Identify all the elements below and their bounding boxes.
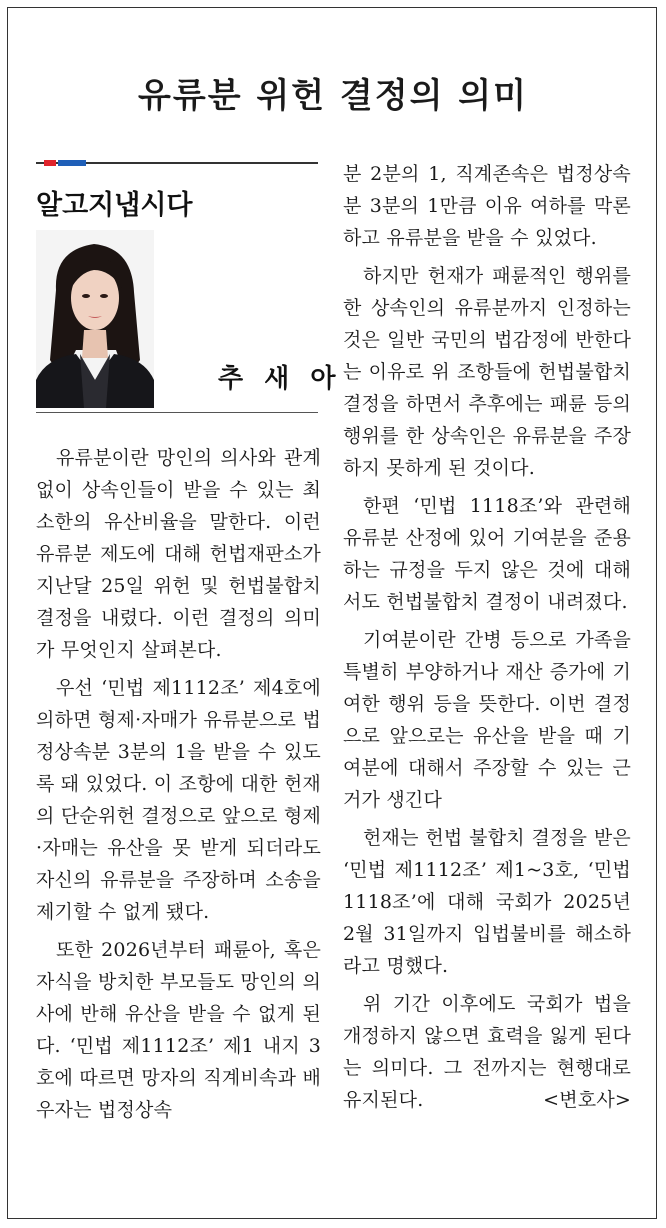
paragraph: 하지만 헌재가 패륜적인 행위를 한 상속인의 유류분까지 인정하는 것은 일반 국민의 법감정에 반한다는 이유로 위 조항들에 헌법불합치 결정을 하면서 추후에는 패륜 등의 행위를 한 상속인은 유류분을 주장하지 못하게 된 것이다. xyxy=(343,265,631,479)
paragraph: 또한 2026년부터 패륜아, 혹은 자식을 방치한 부모들도 망인의 의사에 반해 유산을 받을 수 없게 된다. ‘민법 제1112조’ 제1 내지 3호에 따르면 망자의 직계비속과 배우자는 법정상속 xyxy=(36,939,321,1121)
column-header-rule xyxy=(36,160,318,166)
body-column-right xyxy=(343,158,631,1122)
paragraph: 한편 ‘민법 1118조’와 관련해 유류분 산정에 있어 기여분을 준용하는 규정을 두지 않은 것에 대해서도 헌법불합치 결정이 내려졌다. xyxy=(343,495,631,613)
paragraph: 기여분이란 간병 등으로 가족을 특별히 부양하거나 재산 증가에 기여한 행위 등을 뜻한다. 이번 결정으로 앞으로는 유산을 받을 때 기여분에 대해서 주장할 수 있는 근거가 생긴다 xyxy=(343,629,631,811)
author-rule xyxy=(36,412,318,413)
author-name: 추 새 아 xyxy=(218,364,342,394)
byline-signature: <변호사> xyxy=(543,1089,631,1111)
author-portrait-icon xyxy=(36,230,154,408)
paragraph xyxy=(343,988,631,1116)
paragraph: 우선 ‘민법 제1112조’ 제4호에 의하면 형제·자매가 유류분으로 법정상속분 3분의 1을 받을 수 있도록 돼 있었다. 이 조항에 대한 헌재의 단순위헌 결정으로 앞으로 형제·자매는 유산을 못 받게 되더라도 자신의 유류분을 주장하며 소송을 제기할 수 없게 됐다. xyxy=(36,677,321,923)
body-column-left xyxy=(36,442,321,1132)
rule-accent-blue xyxy=(58,160,86,166)
paragraph: 유류분이란 망인의 의사와 관계 없이 상속인들이 받을 수 있는 최소한의 유산비율을 말한다. 이런 유류분 제도에 대해 헌법재판소가 지난달 25일 위헌 및 헌법불합치 결정을 내렸다. 이런 결정의 의미가 무엇인지 살펴본다. xyxy=(36,447,321,661)
column-title: 알고지냅시다 xyxy=(36,190,193,221)
rule-accent-red xyxy=(44,160,56,166)
paragraph: 헌재는 헌법 불합치 결정을 받은 ‘민법 제1112조’ 제1~3호, ‘민법 1118조’에 대해 국회가 2025년 2월 31일까지 입법불비를 해소하라고 명했다. xyxy=(343,827,631,977)
paragraph: 분 2분의 1, 직계존속은 법정상속분 3분의 1만큼 이유 여하를 막론하고 유류분을 받을 수 있었다. xyxy=(343,163,631,249)
headline: 유류분 위헌 결정의 의미 xyxy=(138,76,528,116)
paragraph-text: 위 기간 이후에도 국회가 법을 개정하지 않으면 효력을 잃게 된다는 의미다. 그 전까지는 현행대로 유지된다. xyxy=(343,993,631,1111)
